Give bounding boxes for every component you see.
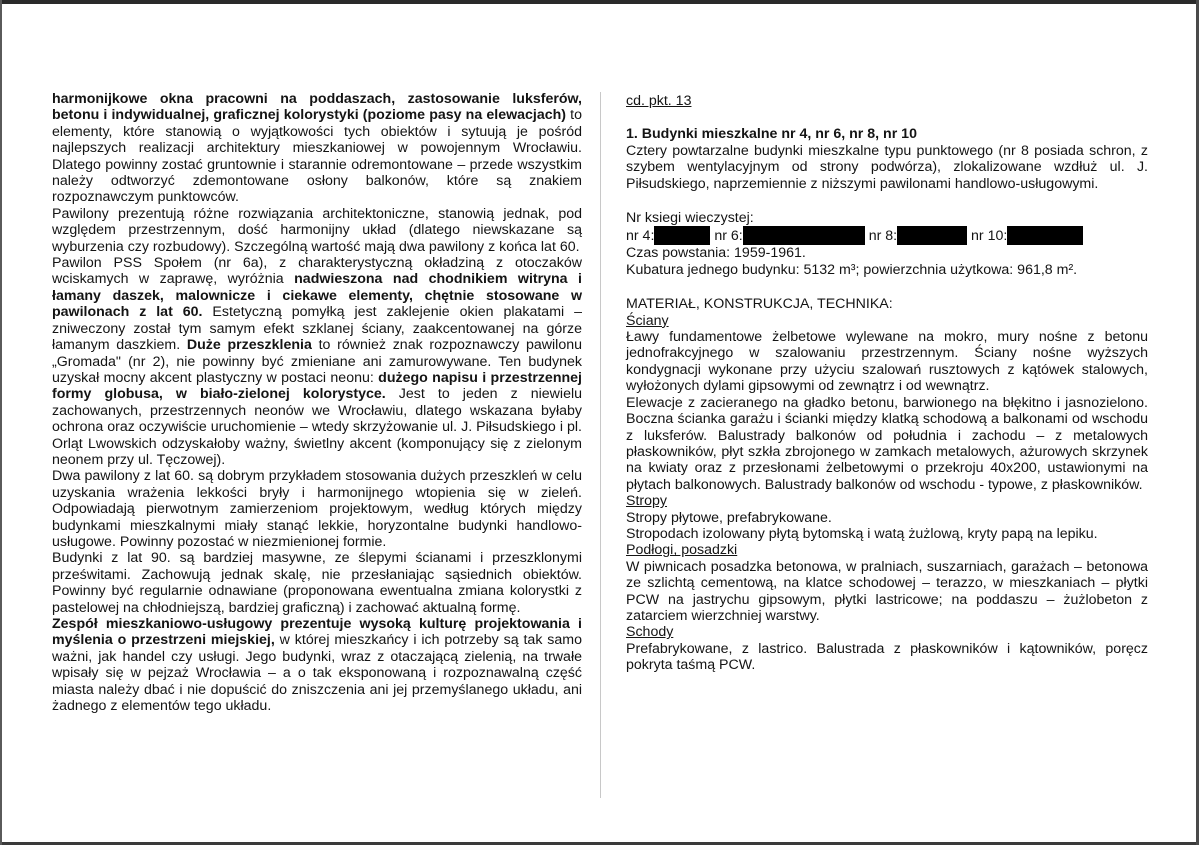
floors-subheading: Podłogi, posadzki: [626, 542, 738, 559]
text-run: Jest to jeden z niewielu zachowanych, przestrzennych neonów we Wrocławiu, dlatego wskazana byłaby ochrona oraz oczywiście uruchomienie – wtedy skrzyżowanie ul. J. Piłsudskiego i pl. Orląt Lwowskich odzyskałoby ważny, świetlny akcent (komponujący się z zielonym neonem przy ul. Tęczowej).: [52, 386, 582, 468]
ceilings-paragraph-2: Stropodach izolowany płytą bytomską i watą żużlową, kryty papą na lepiku.: [626, 525, 1098, 542]
land-register-label: Nr ksiegi wieczystej:: [626, 210, 754, 227]
land-register-numbers: [626, 226, 1148, 245]
column-divider: [600, 92, 601, 798]
bold-text-run: nadwieszona nad chodnikiem witryna i łamany daszek, malownicze i ciekawe elementy, chętnie stosowane w pawilonach z lat 60.: [52, 271, 582, 321]
kw-nr6-label: nr 6:: [714, 228, 743, 245]
text-run: Budynki z lat 90. są bardziej masywne, ze ślepymi ścianami i przeszklonymi prześwitami. Zachowują jednak skalę, nie przesłaniając sąsiednich obiektów. Powinny być regularnie odnawiane (proponowana ewentualna zmiana kolorystki z pastelowej na chłodniejszą, bardziej graficzną) i zachować aktualną formę.: [52, 550, 582, 616]
walls-subheading: Ściany: [626, 312, 669, 329]
redaction-bar: [897, 226, 967, 245]
reference-link[interactable]: cd. pkt. 13: [626, 93, 692, 109]
scan-edge-top: [0, 0, 1199, 4]
walls-paragraph-2: Elewacje z zacieranego na gładko betonu, barwionego na błękitno i jasnozielono. Boczna ścianka garażu i ścianki między klatką schodową a balkonami od wschodu z luksferów. Balustrady balkonów od południa i zachodu – z metalowych płaskowników, płyt szkła zbrojonego w zamkach metalowych, ażurowych skrzynek na kwiaty oraz z przesłonami żelbetowymi o przekroju 40x200, ustawionymi na płytach balkonowych. Balustrady balkonów od wschodu - typowe, z płaskowników.: [626, 394, 1148, 493]
bold-text-run: Zespół mieszkaniowo-usługowy prezentuje wysoką kulturę projektowania i myślenia o przestrzeni miejskiej,: [52, 616, 582, 649]
materials-section-title: MATERIAŁ, KONSTRUKCJA, TECHNIKA:: [626, 296, 893, 313]
kw-nr8-label: nr 8:: [868, 228, 898, 245]
text-run: to elementy, które stanowią o wyjątkowości tych obiektów i sytuują je pośród najlepszych realizacji architektury mieszkaniowej w powojennym Wrocławiu. Dlatego powinny zostać gruntownie i starannie odremontowane – przede wszystkim należy odtworzyć zdemontowane osłony balkonów, które są znakiem rozpoznawczym punktowców.: [52, 107, 582, 206]
left-column: [52, 91, 582, 714]
left-paragraph-5: [52, 550, 582, 616]
left-paragraph-6: [52, 616, 582, 714]
text-run: Dwa pawilony z lat 60. są dobrym przykładem stosowania dużych przeszkleń w celu uzyskania wrażenia lekkości bryły i harmonijnego wtopienia się w zieleń. Odpowiadają pierwotnym zamierzeniom projektowym, według których między budynkami mieszkalnymi miały stanąć lekkie, horyzontalne budynki handlowo-usługowe. Powinny pozostać w niezmienionej formie.: [52, 468, 582, 550]
intro-paragraph: Cztery powtarzalne budynki mieszkalne typu punktowego (nr 8 posiada schron, z szybem wentylacyjnym od strony podwórza), zlokalizowane wzdłuż ul. J. Piłsudskiego, naprzemiennie z niższymi pawilonami handlowo-usługowymi.: [626, 142, 1148, 192]
stairs-subheading: Schody: [626, 624, 674, 641]
redaction-bar: [743, 226, 865, 245]
bold-text-run: harmonijkowe okna pracowni na poddaszach, zastosowanie luksferów, betonu i indywidualnej, graficznej kolorystyki (poziome pasy na elewacjach): [52, 91, 582, 124]
text-run: to również znak rozpoznawczy pawilonu „Gromada" (nr 2), nie powinny być zmieniane ani zamurowywane. Ten budynek uzyskał mocny akcent plastyczny w postaci neonu:: [52, 337, 583, 386]
left-paragraph-2: [52, 206, 582, 255]
ceilings-paragraph-1: Stropy płytowe, prefabrykowane.: [626, 509, 832, 526]
bold-text-run: Duże przeszklenia: [186, 337, 312, 354]
redaction-bar: [1007, 226, 1083, 245]
text-run: Estetyczną pomyłką jest zaklejenie okien plakatami – zniweczony został tym samym efekt szklanej ściany, zaakcentowanej na górze łamanym daszkiem.: [52, 304, 582, 354]
floors-paragraph: W piwnicach posadzka betonowa, w pralniach, suszarniach, garażach – betonowa ze szlichtą cementową, na klatce schodowej – terazzo, w mieszkaniach – płytki PCW na jastrychu gipsowym, płytki lastricowe; na poddaszu – żużlobeton z zatarciem wierzchniej warstwy.: [626, 558, 1148, 624]
text-run: Pawilony prezentują różne rozwiązania architektoniczne, stanowią jednak, pod względem przestrzennym, dość harmonijny układ (dlatego niewskazane są wyburzenia czy rozbudowy). Szczególną wartość mają dwa pawilony z końca lat 60.: [52, 205, 582, 255]
construction-period: Czas powstania: 1959-1961.: [626, 245, 806, 262]
left-paragraph-4: [52, 468, 582, 550]
scan-edge-left: [0, 0, 2, 845]
right-column: [626, 93, 1148, 674]
building-volume: Kubatura jednego budynku: 5132 m³; powierzchnia użytkowa: 961,8 m².: [626, 261, 1078, 278]
redaction-bar: [654, 226, 710, 245]
text-run: Pawilon PSS Społem (nr 6a), z charakterystyczną okładziną z otoczaków wciskamych w zaprawę, wyróżnia: [52, 255, 582, 288]
kw-nr4-label: nr 4:: [626, 228, 655, 245]
text-run: w której mieszkańcy i ich potrzeby są tak samo ważni, jak handel czy usługi. Jego budynki, wraz z otaczającą zielenią, na trwałe wpisały się w pejzaż Wrocławia – a o tak eksponowaną i rozpoznawalną część miasta należy dbać i nie dopuścić do zniszczenia ani jej przemyślanego układu, ani żadnego z elementów tego układu.: [52, 632, 582, 715]
left-paragraph-1: [52, 91, 582, 206]
ceilings-subheading: Stropy: [626, 493, 668, 510]
stairs-paragraph: Prefabrykowane, z lastrico. Balustrada z płaskowników i kątowników, poręcz pokryta taśmą PCW.: [626, 640, 1148, 674]
left-paragraph-3: [52, 255, 582, 468]
section-heading: 1. Budynki mieszkalne nr 4, nr 6, nr 8, nr 10: [626, 126, 917, 143]
walls-paragraph-1: Ławy fundamentowe żelbetowe wylewane na mokro, mury nośne z betonu jednofrakcyjnego w szalowaniu przestrzennym. Ściany nośne wyższych kondygnacji wykonane przy użyciu szalowań rusztowych z kątówek stalowych, wyłożonych dylami gipsowymi od zewnątrz i od wewnątrz.: [626, 329, 1148, 395]
bold-text-run: dużego napisu i przestrzennej formy globusa, w biało-zielonej kolorystyce.: [52, 369, 582, 403]
kw-nr10-label: nr 10:: [971, 228, 1008, 245]
